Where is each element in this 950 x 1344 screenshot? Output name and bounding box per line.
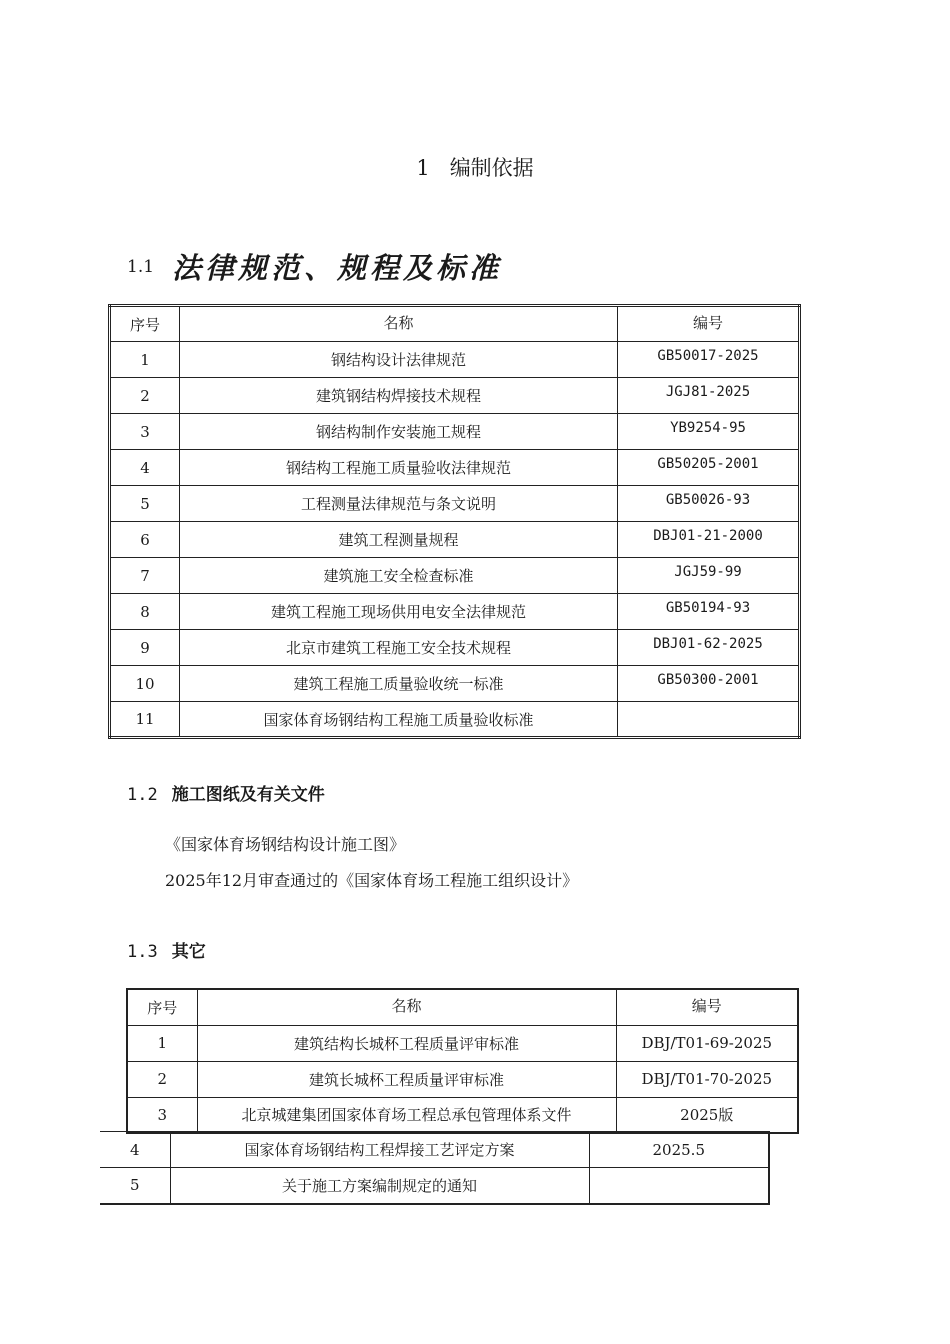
section-text: 其它: [171, 942, 206, 962]
serial-cell: 3: [110, 414, 180, 450]
table-row: [127, 1097, 798, 1133]
name-cell: 工程测量法律规范与条文说明: [180, 486, 618, 522]
serial-cell: 7: [110, 558, 180, 594]
table-header-row: [110, 306, 800, 342]
code-cell: DBJ01-21-2000: [618, 522, 800, 558]
code-cell: GB50300-2001: [618, 666, 800, 702]
name-cell: 关于施工方案编制规定的通知: [170, 1168, 589, 1204]
section-number: 1.3: [127, 942, 158, 962]
name-cell: 建筑工程测量规程: [180, 522, 618, 558]
table-row: [127, 1025, 798, 1061]
paragraph: 2025年12月审查通过的《国家体育场工程施工组织设计》: [165, 871, 579, 890]
name-cell: 建筑工程施工现场供用电安全法律规范: [180, 594, 618, 630]
header-cell: 序号: [110, 306, 180, 342]
section-number: 1.1: [127, 256, 155, 277]
serial-cell: 8: [110, 594, 180, 630]
name-cell: 钢结构制作安装施工规程: [180, 414, 618, 450]
table-row: [110, 666, 800, 702]
section-text: 法律规范、规程及标准: [172, 251, 503, 285]
table-row: [110, 450, 800, 486]
serial-cell: 4: [110, 450, 180, 486]
code-cell: 2025.5: [589, 1132, 769, 1168]
code-cell: GB50026-93: [618, 486, 800, 522]
section-1-3-heading: [127, 937, 206, 962]
table-row: [100, 1168, 769, 1204]
code-cell: GB50194-93: [618, 594, 800, 630]
name-cell: 钢结构设计法律规范: [180, 342, 618, 378]
table-row: [110, 702, 800, 738]
header-cell: 名称: [180, 306, 618, 342]
table-row: [127, 1061, 798, 1097]
name-cell: 建筑长城杯工程质量评审标准: [197, 1061, 616, 1097]
code-cell: GB50205-2001: [618, 450, 800, 486]
name-cell: 建筑钢结构焊接技术规程: [180, 378, 618, 414]
section-number: 1.2: [127, 785, 158, 805]
table-row: [100, 1132, 769, 1168]
table-row: [110, 378, 800, 414]
serial-cell: 2: [127, 1061, 197, 1097]
table-header-row: [127, 989, 798, 1025]
name-cell: 北京城建集团国家体育场工程总承包管理体系文件: [197, 1097, 616, 1133]
name-cell: 钢结构工程施工质量验收法律规范: [180, 450, 618, 486]
code-cell: DBJ01-62-2025: [618, 630, 800, 666]
header-cell: 名称: [197, 989, 616, 1025]
code-cell: DBJ/T01-70-2025: [616, 1061, 798, 1097]
serial-cell: 9: [110, 630, 180, 666]
name-cell: 建筑施工安全检查标准: [180, 558, 618, 594]
chapter-text: 编制依据: [449, 156, 534, 180]
table-row: [110, 342, 800, 378]
chapter-title: [0, 152, 950, 182]
code-cell: JGJ59-99: [618, 558, 800, 594]
header-cell: 序号: [127, 989, 197, 1025]
section-1-2-heading: [127, 780, 325, 805]
code-cell: [618, 702, 800, 738]
other-docs-table-continued: [100, 1131, 770, 1205]
code-cell: JGJ81-2025: [618, 378, 800, 414]
code-cell: YB9254-95: [618, 414, 800, 450]
header-cell: 编号: [618, 306, 800, 342]
table-row: [110, 630, 800, 666]
chapter-number: 1: [416, 156, 430, 180]
name-cell: 北京市建筑工程施工安全技术规程: [180, 630, 618, 666]
table-row: [110, 558, 800, 594]
serial-cell: 2: [110, 378, 180, 414]
serial-cell: 5: [100, 1168, 170, 1204]
section-text: 施工图纸及有关文件: [171, 785, 325, 805]
header-cell: 编号: [616, 989, 798, 1025]
table-row: [110, 414, 800, 450]
serial-cell: 6: [110, 522, 180, 558]
code-cell: 2025版: [616, 1097, 798, 1133]
code-cell: [589, 1168, 769, 1204]
serial-cell: 11: [110, 702, 180, 738]
code-cell: DBJ/T01-69-2025: [616, 1025, 798, 1061]
code-cell: GB50017-2025: [618, 342, 800, 378]
name-cell: 建筑结构长城杯工程质量评审标准: [197, 1025, 616, 1061]
serial-cell: 4: [100, 1132, 170, 1168]
serial-cell: 1: [110, 342, 180, 378]
paragraph: 《国家体育场钢结构设计施工图》: [165, 835, 406, 854]
serial-cell: 10: [110, 666, 180, 702]
standards-table: [108, 304, 801, 739]
serial-cell: 3: [127, 1097, 197, 1133]
name-cell: 国家体育场钢结构工程焊接工艺评定方案: [170, 1132, 589, 1168]
section-1-1-heading: [127, 246, 502, 287]
table-row: [110, 522, 800, 558]
table-row: [110, 594, 800, 630]
table-row: [110, 486, 800, 522]
other-docs-table: [126, 988, 799, 1134]
name-cell: 建筑工程施工质量验收统一标准: [180, 666, 618, 702]
name-cell: 国家体育场钢结构工程施工质量验收标准: [180, 702, 618, 738]
serial-cell: 1: [127, 1025, 197, 1061]
serial-cell: 5: [110, 486, 180, 522]
